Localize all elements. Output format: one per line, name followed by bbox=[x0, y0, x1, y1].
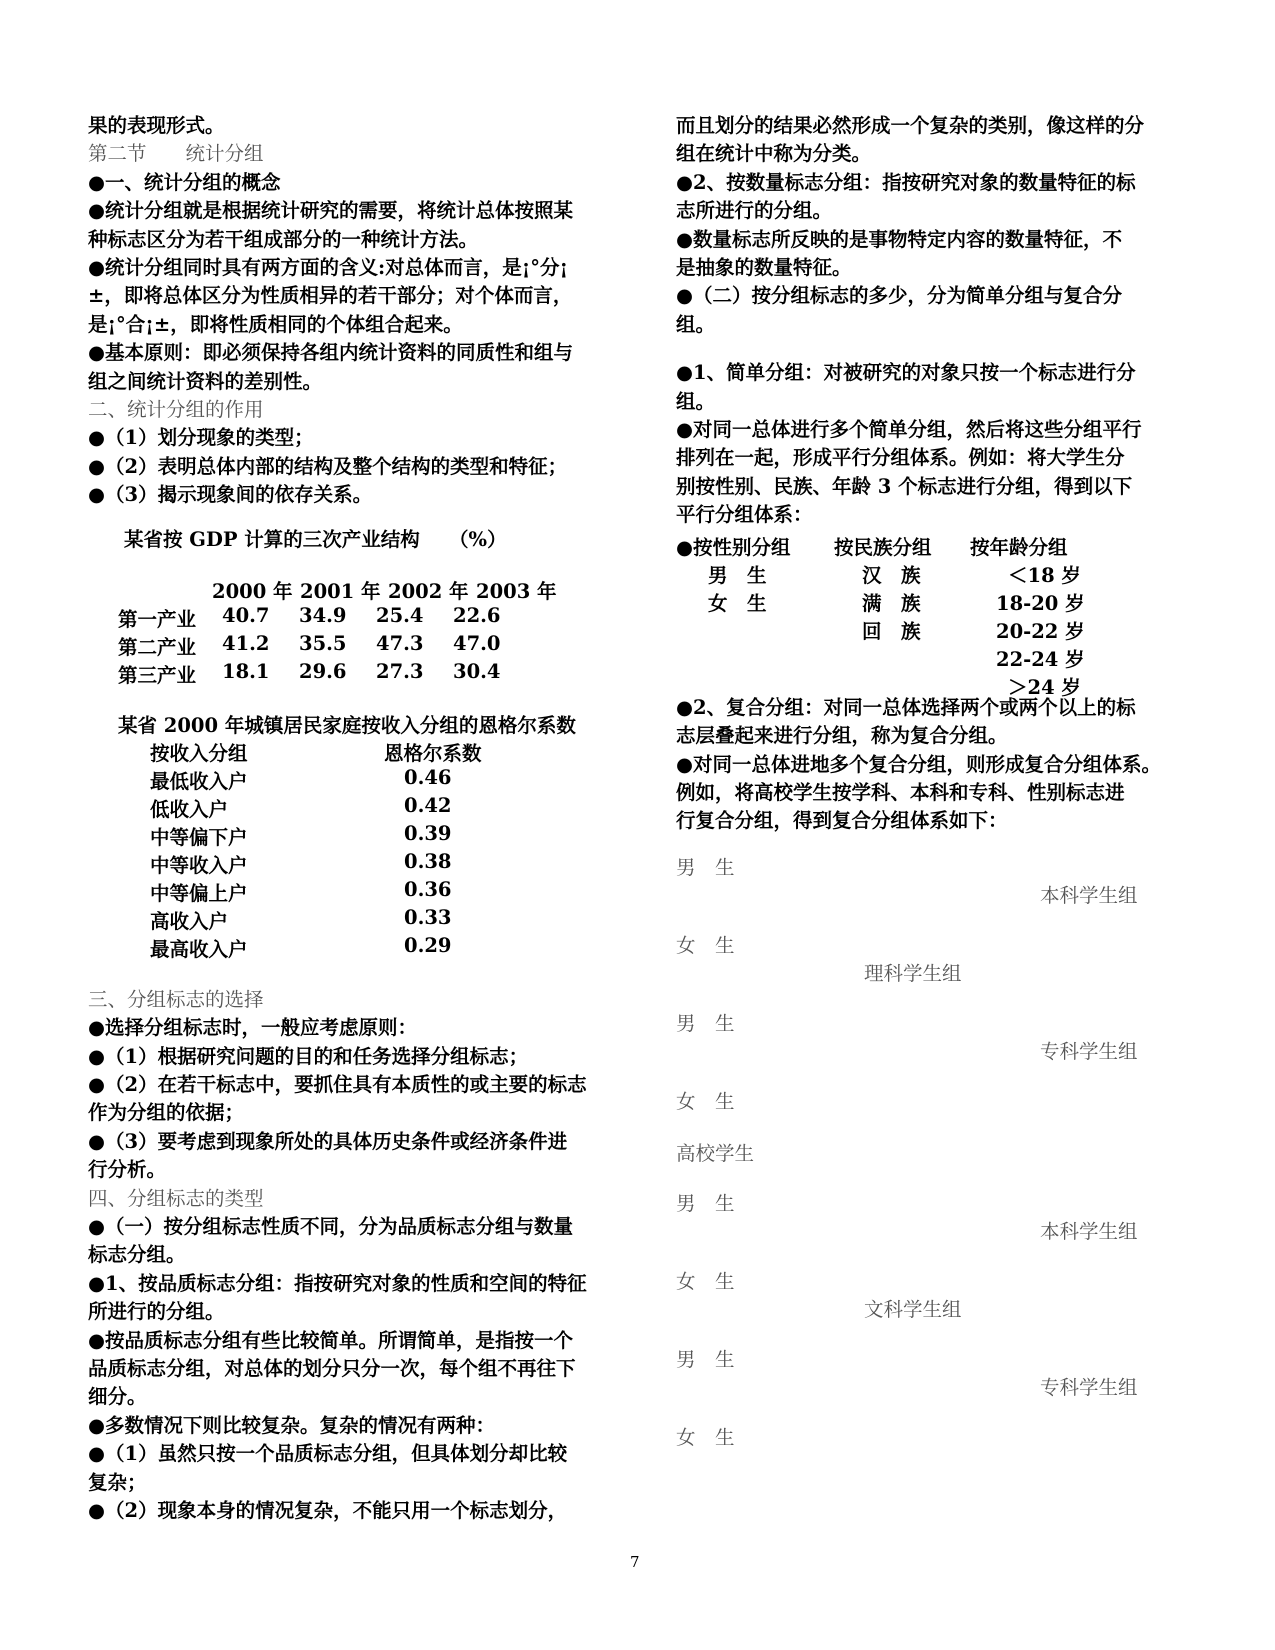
text-line: ●（一）按分组标志性质不同，分为品质标志分组与数量 bbox=[88, 1214, 574, 1238]
list-item: 女 生 bbox=[708, 591, 767, 615]
year-header: 2003 年 bbox=[476, 579, 557, 603]
tree-node-undergrad: 本科学生组 bbox=[1040, 883, 1138, 907]
text-line: ●统计分组同时具有两方面的含义:对总体而言，是¡°分¡ bbox=[88, 256, 569, 280]
year-header: 2001 年 bbox=[300, 579, 381, 603]
cell-value: 40.7 bbox=[222, 603, 270, 627]
composite-grouping-tree bbox=[676, 852, 1196, 1462]
section-heading: 三、分组标志的选择 bbox=[88, 987, 264, 1011]
text-line: 品质标志分组，对总体的划分只分一次，每个组不再往下 bbox=[88, 1356, 576, 1380]
text-line: ●一、统计分组的概念 bbox=[88, 170, 281, 194]
text-line: ●2、按数量标志分组：指按研究对象的数量特征的标 bbox=[676, 170, 1136, 194]
column-header: ●按性别分组 bbox=[676, 535, 791, 559]
cell-value: 41.2 bbox=[222, 631, 270, 655]
table-row-value: 0.39 bbox=[404, 821, 452, 845]
table-row-label: 最低收入户 bbox=[150, 769, 248, 793]
text-line: ●（1）划分现象的类型； bbox=[88, 426, 314, 450]
tree-node-female: 女 生 bbox=[676, 933, 735, 957]
year-header: 2002 年 bbox=[388, 579, 469, 603]
text-line: ●基本原则：即必须保持各组内统计资料的同质性和组与 bbox=[88, 341, 574, 365]
table-row-label: 中等偏下户 bbox=[150, 825, 248, 849]
engel-table bbox=[88, 710, 628, 962]
cell-value: 22.6 bbox=[453, 603, 501, 627]
tree-node-male: 男 生 bbox=[676, 1011, 735, 1035]
year-header: 2000 年 bbox=[212, 579, 293, 603]
text-line: 是¡°合¡±，即将性质相同的个体组合起来。 bbox=[88, 312, 463, 336]
text-line: 行复合分组，得到复合分组体系如下： bbox=[676, 809, 1008, 833]
text-line: ●（1）根据研究问题的目的和任务选择分组标志； bbox=[88, 1044, 529, 1068]
table-row-label: 中等收入户 bbox=[150, 853, 248, 877]
tree-node-male: 男 生 bbox=[676, 1191, 735, 1215]
table-row-value: 0.42 bbox=[404, 793, 452, 817]
tree-root: 高校学生 bbox=[676, 1141, 755, 1165]
text-line: 组在统计中称为分类。 bbox=[676, 142, 872, 166]
tree-node-female: 女 生 bbox=[676, 1089, 735, 1113]
text-line: ●对同一总体进地多个复合分组，则形成复合分组体系。 bbox=[676, 752, 1162, 776]
table-row-label: 高收入户 bbox=[150, 909, 229, 933]
text-line: 果的表现形式。 bbox=[88, 114, 225, 137]
row-label: 第二产业 bbox=[118, 635, 197, 659]
cell-value: 27.3 bbox=[376, 659, 424, 683]
list-item: 汉 族 bbox=[862, 563, 921, 587]
text-line: 复杂； bbox=[88, 1470, 147, 1494]
text-line: ●（2）在若干标志中，要抓住具有本质性的或主要的标志 bbox=[88, 1072, 587, 1096]
cell-value: 35.5 bbox=[299, 631, 347, 655]
text-line: 所进行的分组。 bbox=[88, 1300, 225, 1324]
row-label: 第一产业 bbox=[118, 607, 197, 631]
cell-value: 47.0 bbox=[453, 631, 501, 655]
tree-node-science: 理科学生组 bbox=[864, 961, 962, 985]
cell-value: 25.4 bbox=[376, 603, 424, 627]
gdp-table-title: 某省按 GDP 计算的三次产业结构 （%） bbox=[124, 527, 507, 551]
table-row-value: 0.29 bbox=[404, 933, 452, 957]
text-line: 志层叠起来进行分组，称为复合分组。 bbox=[676, 724, 1008, 748]
gdp-table bbox=[88, 524, 628, 696]
parallel-grouping-table bbox=[676, 530, 1196, 699]
row-label: 第三产业 bbox=[118, 663, 197, 687]
section-heading: 二、统计分组的作用 bbox=[88, 398, 264, 422]
list-item: 回 族 bbox=[862, 619, 921, 643]
cell-value: 30.4 bbox=[453, 659, 501, 683]
text-line: 行分析。 bbox=[88, 1158, 167, 1182]
text-line: 种标志区分为若干组成部分的一种统计方法。 bbox=[88, 227, 479, 251]
text-line: ●统计分组就是根据统计研究的需要，将统计总体按照某 bbox=[88, 199, 574, 223]
text-line: 别按性别、民族、年龄 3 个标志进行分组，得到以下 bbox=[676, 474, 1133, 498]
column-header: 恩格尔系数 bbox=[384, 741, 482, 765]
table-row-label: 最高收入户 bbox=[150, 937, 248, 961]
left-column bbox=[88, 112, 628, 1525]
engel-table-title: 某省 2000 年城镇居民家庭按收入分组的恩格尔系数 bbox=[118, 713, 576, 737]
text-line: ●2、复合分组：对同一总体选择两个或两个以上的标 bbox=[676, 695, 1136, 719]
text-line: 平行分组体系： bbox=[676, 503, 813, 527]
cell-value: 18.1 bbox=[222, 659, 270, 683]
list-item: 满 族 bbox=[862, 591, 921, 615]
text-line: ●（2）现象本身的情况复杂，不能只用一个标志划分， bbox=[88, 1499, 568, 1522]
column-header: 按收入分组 bbox=[150, 741, 248, 765]
list-item: ＜18 岁 bbox=[1008, 563, 1081, 587]
tree-node-male: 男 生 bbox=[676, 1347, 735, 1371]
right-column bbox=[676, 112, 1196, 1462]
tree-node-male: 男 生 bbox=[676, 855, 735, 879]
list-item: ＞24 岁 bbox=[1008, 675, 1081, 699]
list-item: 22-24 岁 bbox=[996, 647, 1085, 671]
table-row-value: 0.38 bbox=[404, 849, 452, 873]
tree-node-female: 女 生 bbox=[676, 1425, 735, 1449]
cell-value: 29.6 bbox=[299, 659, 347, 683]
text-line: ●（二）按分组标志的多少，分为简单分组与复合分 bbox=[676, 284, 1123, 308]
list-item: 20-22 岁 bbox=[996, 619, 1085, 643]
text-line: ●（1）虽然只按一个品质标志分组，但具体划分却比较 bbox=[88, 1442, 568, 1466]
section-heading: 四、分组标志的类型 bbox=[88, 1186, 264, 1210]
text-line: ●（2）表明总体内部的结构及整个结构的类型和特征； bbox=[88, 454, 568, 478]
text-line: 作为分组的依据； bbox=[88, 1101, 245, 1125]
text-line: 而且划分的结果必然形成一个复杂的类别，像这样的分 bbox=[676, 114, 1145, 137]
text-line: 标志分组。 bbox=[88, 1243, 186, 1267]
tree-node-junior-college: 专科学生组 bbox=[1040, 1039, 1138, 1063]
text-line: ●数量标志所反映的是事物特定内容的数量特征，不 bbox=[676, 227, 1123, 251]
text-line: 排列在一起，形成平行分组体系。例如：将大学生分 bbox=[676, 446, 1125, 470]
table-row-value: 0.33 bbox=[404, 905, 452, 929]
text-line: 组。 bbox=[676, 389, 716, 413]
column-header: 按年龄分组 bbox=[970, 535, 1068, 559]
tree-node-junior-college: 专科学生组 bbox=[1040, 1375, 1138, 1399]
text-line: ●1、按品质标志分组：指按研究对象的性质和空间的特征 bbox=[88, 1271, 587, 1295]
table-row-label: 中等偏上户 bbox=[150, 881, 248, 905]
page-number: 7 bbox=[630, 1553, 640, 1571]
table-row-value: 0.36 bbox=[404, 877, 452, 901]
text-line: ●选择分组标志时，一般应考虑原则： bbox=[88, 1016, 418, 1040]
cell-value: 47.3 bbox=[376, 631, 424, 655]
text-line: ●对同一总体进行多个简单分组，然后将这些分组平行 bbox=[676, 418, 1142, 442]
text-line: ●（3）揭示现象间的依存关系。 bbox=[88, 483, 373, 507]
text-line: ●（3）要考虑到现象所处的具体历史条件或经济条件进 bbox=[88, 1129, 568, 1153]
text-line: ±，即将总体区分为性质相异的若干部分；对个体而言， bbox=[88, 284, 573, 308]
tree-node-undergrad: 本科学生组 bbox=[1040, 1219, 1138, 1243]
text-line: ●1、简单分组：对被研究的对象只按一个标志进行分 bbox=[676, 361, 1136, 385]
text-line: ●按品质标志分组有些比较简单。所谓简单，是指按一个 bbox=[88, 1328, 574, 1352]
text-line: 组之间统计资料的差别性。 bbox=[88, 369, 323, 393]
cell-value: 34.9 bbox=[299, 603, 347, 627]
text-line: 例如，将高校学生按学科、本科和专科、性别标志进 bbox=[676, 780, 1125, 804]
text-line: 志所进行的分组。 bbox=[676, 199, 833, 223]
table-row-label: 低收入户 bbox=[150, 797, 229, 821]
text-line: 是抽象的数量特征。 bbox=[676, 256, 852, 280]
tree-node-arts: 文科学生组 bbox=[864, 1297, 962, 1321]
list-item: 男 生 bbox=[708, 563, 767, 587]
text-line: 组。 bbox=[676, 312, 716, 336]
column-header: 按民族分组 bbox=[834, 535, 932, 559]
list-item: 18-20 岁 bbox=[996, 591, 1085, 615]
table-row-value: 0.46 bbox=[404, 765, 452, 789]
tree-node-female: 女 生 bbox=[676, 1269, 735, 1293]
section-heading: 第二节 统计分组 bbox=[88, 142, 264, 166]
text-line: 细分。 bbox=[88, 1385, 147, 1409]
text-line: ●多数情况下则比较复杂。复杂的情况有两种： bbox=[88, 1413, 496, 1437]
